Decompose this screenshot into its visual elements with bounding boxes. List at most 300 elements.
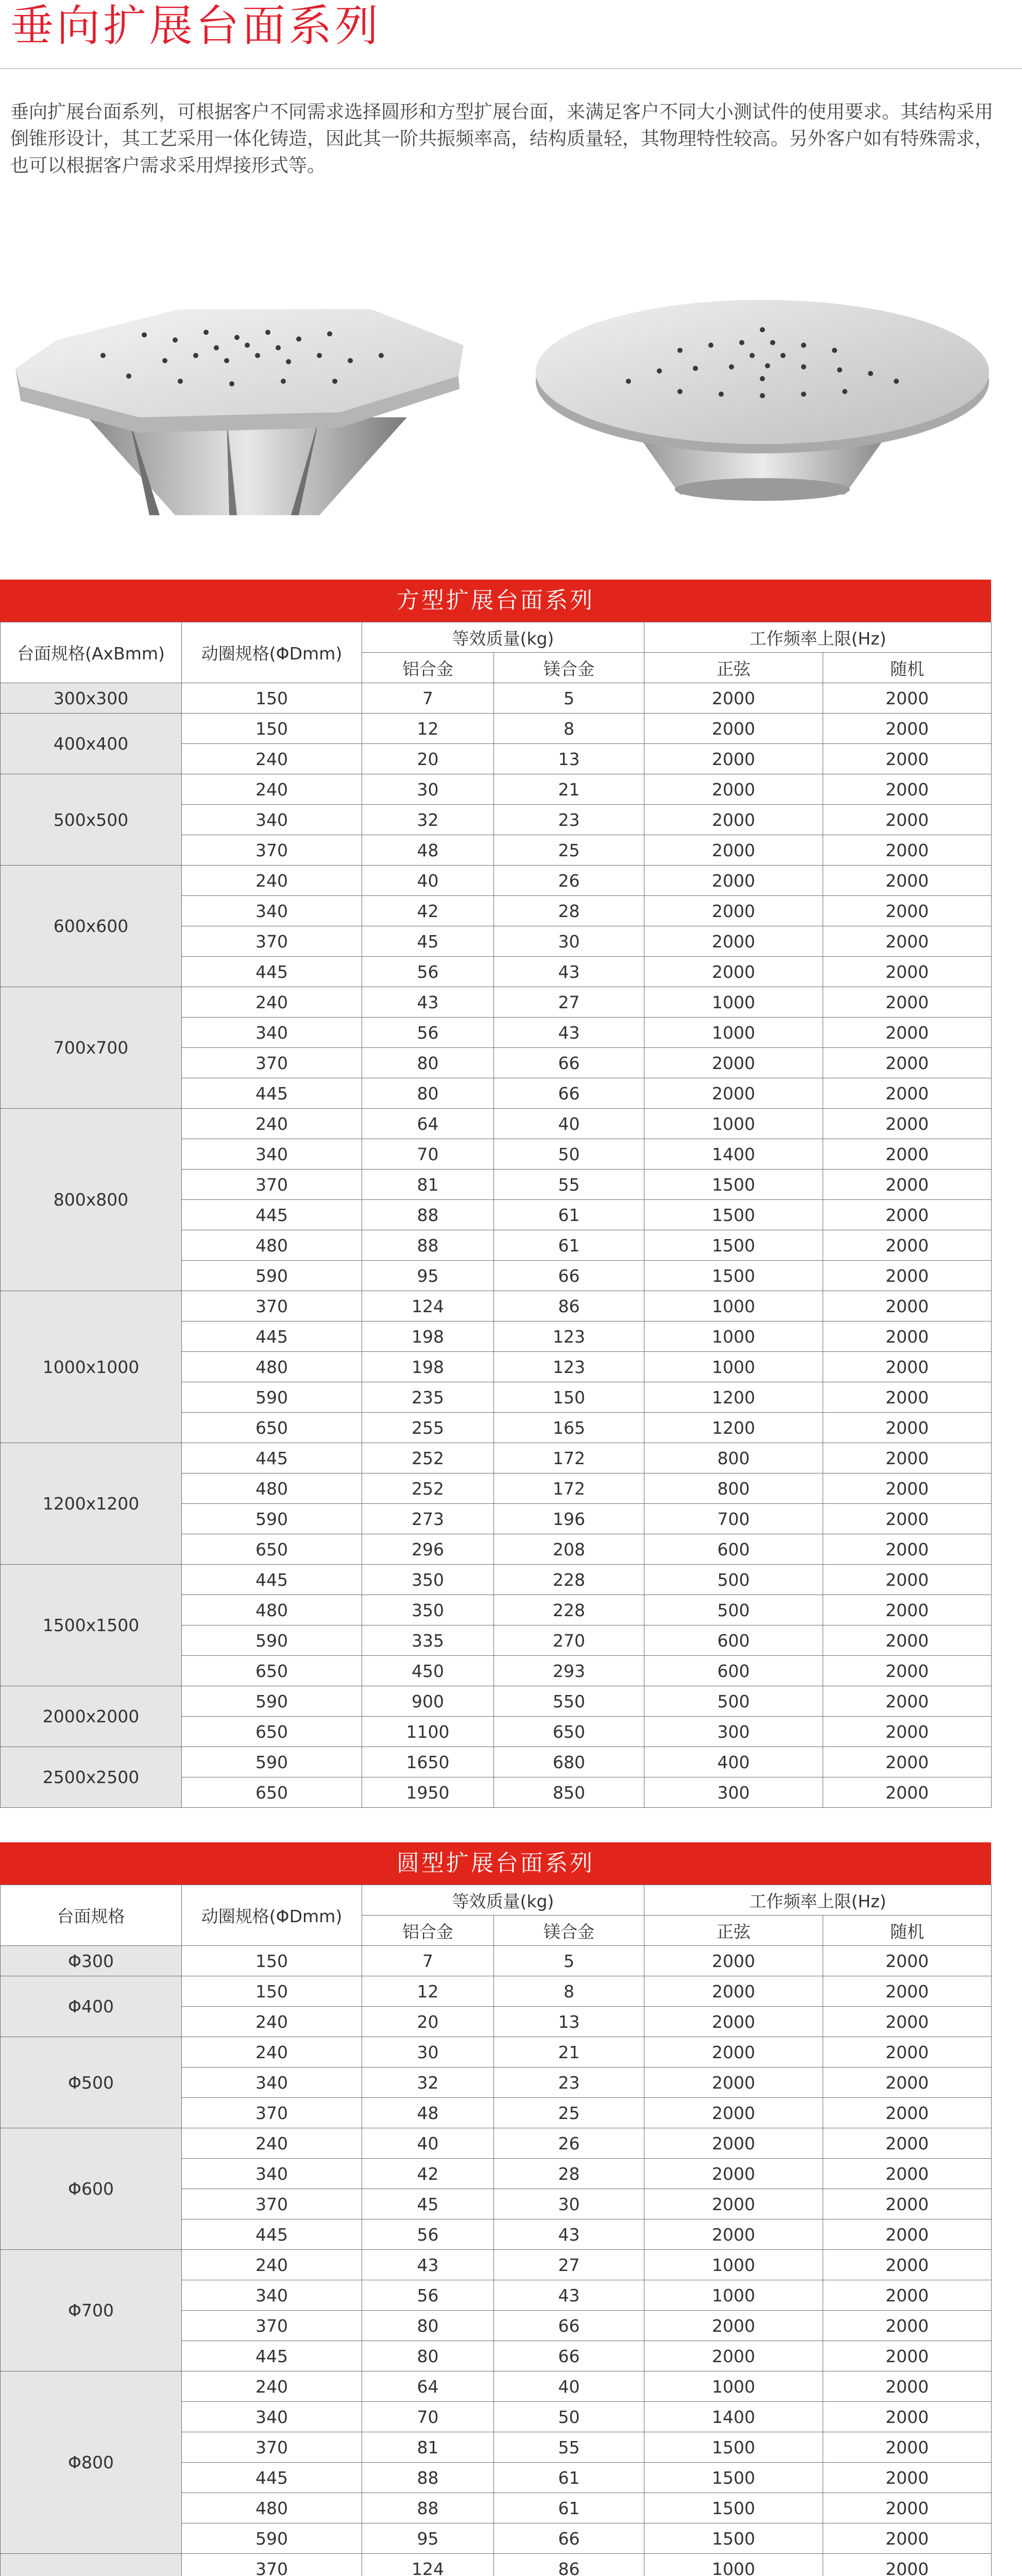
coil-cell: 340 (182, 896, 362, 926)
size-cell: 300x300 (1, 683, 182, 714)
magnesium-mass-cell: 850 (494, 1777, 644, 1808)
random-freq-cell: 2000 (823, 1747, 992, 1777)
magnesium-mass-cell: 650 (494, 1717, 644, 1747)
sine-freq-cell: 2000 (644, 835, 823, 866)
sine-freq-cell: 1500 (644, 1170, 823, 1200)
sine-freq-cell: 2000 (644, 774, 823, 805)
magnesium-mass-cell: 86 (494, 1291, 644, 1321)
random-freq-cell: 2000 (823, 1109, 992, 1139)
aluminum-mass-cell: 56 (362, 957, 494, 987)
aluminum-mass-cell: 45 (362, 926, 494, 957)
table-row (1, 1443, 992, 1473)
magnesium-mass-cell: 680 (494, 1747, 644, 1777)
magnesium-mass-cell: 30 (494, 926, 644, 957)
random-freq-cell: 2000 (823, 1565, 992, 1595)
magnesium-mass-cell: 27 (494, 2250, 644, 2280)
magnesium-mass-cell: 123 (494, 1321, 644, 1352)
coil-cell: 370 (182, 2554, 362, 2576)
coil-cell: 370 (182, 835, 362, 866)
magnesium-mass-cell: 30 (494, 2189, 644, 2219)
magnesium-mass-cell: 26 (494, 866, 644, 896)
coil-cell: 590 (182, 1382, 362, 1413)
coil-cell: 240 (182, 2007, 362, 2037)
random-freq-cell: 2000 (823, 2037, 992, 2067)
aluminum-mass-cell: 124 (362, 2554, 494, 2576)
aluminum-mass-cell: 124 (362, 1291, 494, 1321)
magnesium-mass-cell: 21 (494, 774, 644, 805)
aluminum-mass-cell: 40 (362, 2128, 494, 2159)
random-freq-cell: 2000 (823, 957, 992, 987)
sine-freq-cell: 2000 (644, 896, 823, 926)
sine-freq-cell: 500 (644, 1595, 823, 1625)
sine-freq-cell: 2000 (644, 2128, 823, 2159)
sine-freq-cell: 1200 (644, 1413, 823, 1443)
coil-cell: 370 (182, 2098, 362, 2128)
coil-cell: 340 (182, 805, 362, 835)
aluminum-mass-cell: 296 (362, 1534, 494, 1565)
sine-freq-cell: 1000 (644, 2554, 823, 2576)
table-row (1, 2371, 992, 2402)
magnesium-mass-cell: 270 (494, 1625, 644, 1656)
header-random: 随机 (823, 1916, 992, 1946)
coil-cell: 480 (182, 1230, 362, 1261)
magnesium-mass-cell: 40 (494, 1109, 644, 1139)
sine-freq-cell: 2000 (644, 2189, 823, 2219)
coil-cell: 650 (182, 1534, 362, 1565)
sine-freq-cell: 800 (644, 1473, 823, 1504)
sine-freq-cell: 1500 (644, 2463, 823, 2493)
aluminum-mass-cell: 56 (362, 2280, 494, 2311)
square-table-section (0, 580, 991, 1808)
round-table-section (0, 1842, 991, 2576)
random-freq-cell: 2000 (823, 1946, 992, 1976)
random-freq-cell: 2000 (823, 1200, 992, 1230)
magnesium-mass-cell: 55 (494, 1170, 644, 1200)
magnesium-mass-cell: 228 (494, 1595, 644, 1625)
magnesium-mass-cell: 50 (494, 2402, 644, 2432)
sine-freq-cell: 2000 (644, 926, 823, 957)
aluminum-mass-cell: 1650 (362, 1747, 494, 1777)
random-freq-cell: 2000 (823, 2007, 992, 2037)
aluminum-mass-cell: 80 (362, 2311, 494, 2341)
coil-cell: 340 (182, 1018, 362, 1048)
magnesium-mass-cell: 13 (494, 744, 644, 774)
header-sine: 正弦 (644, 1916, 823, 1946)
coil-cell: 590 (182, 1686, 362, 1717)
round-spec-table (0, 1885, 992, 2576)
aluminum-mass-cell: 30 (362, 2037, 494, 2067)
coil-cell: 445 (182, 1443, 362, 1473)
aluminum-mass-cell: 64 (362, 1109, 494, 1139)
coil-cell: 240 (182, 987, 362, 1018)
header-mass: 等效质量(kg) (362, 1885, 644, 1916)
size-cell (1, 2554, 182, 2576)
aluminum-mass-cell: 80 (362, 1048, 494, 1078)
random-freq-cell: 2000 (823, 2159, 992, 2189)
size-cell: 400x400 (1, 714, 182, 774)
header-mass: 等效质量(kg) (362, 622, 644, 653)
aluminum-mass-cell: 198 (362, 1352, 494, 1382)
magnesium-mass-cell: 50 (494, 1139, 644, 1170)
size-cell: Φ500 (1, 2037, 182, 2128)
magnesium-mass-cell: 172 (494, 1473, 644, 1504)
coil-cell: 650 (182, 1413, 362, 1443)
aluminum-mass-cell: 70 (362, 1139, 494, 1170)
magnesium-mass-cell: 61 (494, 2463, 644, 2493)
header-magnesium: 镁合金 (494, 1916, 644, 1946)
coil-cell: 480 (182, 1595, 362, 1625)
random-freq-cell: 2000 (823, 774, 992, 805)
magnesium-mass-cell: 8 (494, 1976, 644, 2007)
sine-freq-cell: 1500 (644, 2523, 823, 2554)
random-freq-cell: 2000 (823, 1078, 992, 1109)
header-freq: 工作频率上限(Hz) (644, 622, 992, 653)
random-freq-cell: 2000 (823, 2402, 992, 2432)
coil-cell: 445 (182, 1200, 362, 1230)
aluminum-mass-cell: 350 (362, 1565, 494, 1595)
coil-cell: 370 (182, 2311, 362, 2341)
coil-cell: 150 (182, 683, 362, 714)
aluminum-mass-cell: 95 (362, 1261, 494, 1291)
random-freq-cell: 2000 (823, 805, 992, 835)
random-freq-cell: 2000 (823, 2554, 992, 2576)
sine-freq-cell: 2000 (644, 957, 823, 987)
coil-cell: 370 (182, 926, 362, 957)
coil-cell: 445 (182, 1321, 362, 1352)
aluminum-mass-cell: 30 (362, 774, 494, 805)
random-freq-cell: 2000 (823, 1321, 992, 1352)
magnesium-mass-cell: 23 (494, 2067, 644, 2098)
magnesium-mass-cell: 165 (494, 1413, 644, 1443)
coil-cell: 445 (182, 2219, 362, 2250)
size-cell: 600x600 (1, 866, 182, 987)
coil-cell: 445 (182, 2341, 362, 2371)
magnesium-mass-cell: 43 (494, 1018, 644, 1048)
size-cell: 2000x2000 (1, 1686, 182, 1747)
magnesium-mass-cell: 13 (494, 2007, 644, 2037)
coil-cell: 590 (182, 2523, 362, 2554)
coil-cell: 370 (182, 1048, 362, 1078)
magnesium-mass-cell: 5 (494, 683, 644, 714)
random-freq-cell: 2000 (823, 1656, 992, 1686)
aluminum-mass-cell: 900 (362, 1686, 494, 1717)
sine-freq-cell: 1000 (644, 987, 823, 1018)
table-row (1, 2128, 992, 2159)
magnesium-mass-cell: 43 (494, 2219, 644, 2250)
table-row (1, 987, 992, 1018)
sine-freq-cell: 1500 (644, 1230, 823, 1261)
aluminum-mass-cell: 235 (362, 1382, 494, 1413)
random-freq-cell: 2000 (823, 2463, 992, 2493)
header-coil: 动圈规格(ΦDmm) (182, 1885, 362, 1946)
magnesium-mass-cell: 28 (494, 2159, 644, 2189)
random-freq-cell: 2000 (823, 2341, 992, 2371)
sine-freq-cell: 1400 (644, 1139, 823, 1170)
magnesium-mass-cell: 43 (494, 2280, 644, 2311)
sine-freq-cell: 300 (644, 1777, 823, 1808)
aluminum-mass-cell: 43 (362, 2250, 494, 2280)
coil-cell: 240 (182, 866, 362, 896)
coil-cell: 240 (182, 744, 362, 774)
aluminum-mass-cell: 88 (362, 2463, 494, 2493)
sine-freq-cell: 2000 (644, 2311, 823, 2341)
sine-freq-cell: 2000 (644, 1078, 823, 1109)
random-freq-cell: 2000 (823, 683, 992, 714)
aluminum-mass-cell: 88 (362, 1200, 494, 1230)
coil-cell: 240 (182, 2371, 362, 2402)
random-freq-cell: 2000 (823, 2189, 992, 2219)
sine-freq-cell: 2000 (644, 866, 823, 896)
random-freq-cell: 2000 (823, 1139, 992, 1170)
size-cell: 500x500 (1, 774, 182, 866)
coil-cell: 370 (182, 2189, 362, 2219)
random-freq-cell: 2000 (823, 1717, 992, 1747)
random-freq-cell: 2000 (823, 2371, 992, 2402)
magnesium-mass-cell: 23 (494, 805, 644, 835)
table-row (1, 683, 992, 714)
random-freq-cell: 2000 (823, 1018, 992, 1048)
aluminum-mass-cell: 45 (362, 2189, 494, 2219)
magnesium-mass-cell: 550 (494, 1686, 644, 1717)
random-freq-cell: 2000 (823, 1170, 992, 1200)
sine-freq-cell: 2000 (644, 2037, 823, 2067)
size-cell: Φ800 (1, 2371, 182, 2554)
header-coil: 动圈规格(ΦDmm) (182, 622, 362, 683)
magnesium-mass-cell: 8 (494, 714, 644, 744)
sine-freq-cell: 500 (644, 1686, 823, 1717)
aluminum-mass-cell: 42 (362, 896, 494, 926)
coil-cell: 370 (182, 1170, 362, 1200)
sine-freq-cell: 500 (644, 1565, 823, 1595)
sine-freq-cell: 300 (644, 1717, 823, 1747)
aluminum-mass-cell: 43 (362, 987, 494, 1018)
size-cell: Φ600 (1, 2128, 182, 2250)
random-freq-cell: 2000 (823, 1291, 992, 1321)
table-row (1, 1686, 992, 1717)
header-freq: 工作频率上限(Hz) (644, 1885, 992, 1916)
sine-freq-cell: 1200 (644, 1382, 823, 1413)
aluminum-mass-cell: 80 (362, 1078, 494, 1109)
random-freq-cell: 2000 (823, 1976, 992, 2007)
aluminum-mass-cell: 80 (362, 2341, 494, 2371)
sine-freq-cell: 2000 (644, 2219, 823, 2250)
magnesium-mass-cell: 40 (494, 2371, 644, 2402)
sine-freq-cell: 600 (644, 1656, 823, 1686)
coil-cell: 150 (182, 714, 362, 744)
magnesium-mass-cell: 25 (494, 2098, 644, 2128)
magnesium-mass-cell: 5 (494, 1946, 644, 1976)
magnesium-mass-cell: 27 (494, 987, 644, 1018)
random-freq-cell: 2000 (823, 2493, 992, 2523)
coil-cell: 370 (182, 1291, 362, 1321)
magnesium-mass-cell: 66 (494, 1048, 644, 1078)
aluminum-mass-cell: 32 (362, 805, 494, 835)
aluminum-mass-cell: 48 (362, 2098, 494, 2128)
size-cell: Φ300 (1, 1946, 182, 1976)
sine-freq-cell: 2000 (644, 805, 823, 835)
table-row (1, 1747, 992, 1777)
coil-cell: 480 (182, 1473, 362, 1504)
round-section-title: 圆型扩展台面系列 (0, 1842, 991, 1885)
sine-freq-cell: 2000 (644, 744, 823, 774)
square-table-image (10, 278, 484, 526)
sine-freq-cell: 1000 (644, 1352, 823, 1382)
magnesium-mass-cell: 123 (494, 1352, 644, 1382)
aluminum-mass-cell: 88 (362, 1230, 494, 1261)
magnesium-mass-cell: 21 (494, 2037, 644, 2067)
round-table-image (525, 278, 999, 526)
intro-paragraph: 垂向扩展台面系列，可根据客户不同需求选择圆形和方型扩展台面，来满足客户不同大小测试件的使用要求。其结构采用倒锥形设计，其工艺采用一体化铸造，因此其一阶共振频率高，结构质量轻，其物理特性较高。另外客户如有特殊需求，也可以根据客户需求采用焊接形式等。 (10, 101, 994, 176)
size-cell: Φ400 (1, 1976, 182, 2037)
square-spec-table (0, 622, 992, 1808)
random-freq-cell: 2000 (823, 896, 992, 926)
magnesium-mass-cell: 43 (494, 957, 644, 987)
header-aluminum: 铝合金 (362, 653, 494, 683)
table-row (1, 2554, 992, 2576)
magnesium-mass-cell: 61 (494, 1230, 644, 1261)
coil-cell: 480 (182, 2493, 362, 2523)
aluminum-mass-cell: 7 (362, 1946, 494, 1976)
sine-freq-cell: 1500 (644, 1261, 823, 1291)
random-freq-cell: 2000 (823, 1443, 992, 1473)
magnesium-mass-cell: 66 (494, 2311, 644, 2341)
coil-cell: 340 (182, 1139, 362, 1170)
sine-freq-cell: 1000 (644, 1291, 823, 1321)
random-freq-cell: 2000 (823, 866, 992, 896)
random-freq-cell: 2000 (823, 1352, 992, 1382)
coil-cell: 445 (182, 1078, 362, 1109)
table-row (1, 1565, 992, 1595)
magnesium-mass-cell: 55 (494, 2432, 644, 2463)
header-size: 台面规格(AxBmm) (1, 622, 182, 683)
random-freq-cell: 2000 (823, 2067, 992, 2098)
table-row (1, 2037, 992, 2067)
sine-freq-cell: 1000 (644, 2371, 823, 2402)
size-cell: 1200x1200 (1, 1443, 182, 1565)
aluminum-mass-cell: 1100 (362, 1717, 494, 1747)
sine-freq-cell: 2000 (644, 1048, 823, 1078)
aluminum-mass-cell: 450 (362, 1656, 494, 1686)
coil-cell: 150 (182, 1946, 362, 1976)
aluminum-mass-cell: 1950 (362, 1777, 494, 1808)
magnesium-mass-cell: 228 (494, 1565, 644, 1595)
size-cell: 800x800 (1, 1109, 182, 1291)
coil-cell: 445 (182, 1565, 362, 1595)
coil-cell: 340 (182, 2402, 362, 2432)
coil-cell: 445 (182, 2463, 362, 2493)
sine-freq-cell: 700 (644, 1504, 823, 1534)
sine-freq-cell: 1000 (644, 1109, 823, 1139)
random-freq-cell: 2000 (823, 987, 992, 1018)
page-title: 垂向扩展台面系列 (10, 1, 382, 51)
table-row (1, 1109, 992, 1139)
sine-freq-cell: 1000 (644, 2280, 823, 2311)
random-freq-cell: 2000 (823, 2311, 992, 2341)
coil-cell: 480 (182, 1352, 362, 1382)
magnesium-mass-cell: 61 (494, 2493, 644, 2523)
coil-cell: 650 (182, 1717, 362, 1747)
sine-freq-cell: 1000 (644, 1018, 823, 1048)
aluminum-mass-cell: 20 (362, 744, 494, 774)
coil-cell: 240 (182, 2128, 362, 2159)
coil-cell: 650 (182, 1656, 362, 1686)
coil-cell: 370 (182, 2432, 362, 2463)
table-row (1, 1976, 992, 2007)
random-freq-cell: 2000 (823, 1382, 992, 1413)
coil-cell: 650 (182, 1777, 362, 1808)
sine-freq-cell: 600 (644, 1534, 823, 1565)
random-freq-cell: 2000 (823, 2098, 992, 2128)
size-cell: 1000x1000 (1, 1291, 182, 1443)
random-freq-cell: 2000 (823, 1534, 992, 1565)
random-freq-cell: 2000 (823, 2432, 992, 2463)
random-freq-cell: 2000 (823, 1413, 992, 1443)
random-freq-cell: 2000 (823, 1504, 992, 1534)
aluminum-mass-cell: 252 (362, 1473, 494, 1504)
aluminum-mass-cell: 70 (362, 2402, 494, 2432)
size-cell: 2500x2500 (1, 1747, 182, 1808)
random-freq-cell: 2000 (823, 1686, 992, 1717)
aluminum-mass-cell: 48 (362, 835, 494, 866)
aluminum-mass-cell: 350 (362, 1595, 494, 1625)
sine-freq-cell: 2000 (644, 2007, 823, 2037)
random-freq-cell: 2000 (823, 1625, 992, 1656)
sine-freq-cell: 400 (644, 1747, 823, 1777)
magnesium-mass-cell: 66 (494, 2341, 644, 2371)
random-freq-cell: 2000 (823, 2128, 992, 2159)
aluminum-mass-cell: 198 (362, 1321, 494, 1352)
coil-cell: 340 (182, 2159, 362, 2189)
magnesium-mass-cell: 208 (494, 1534, 644, 1565)
sine-freq-cell: 2000 (644, 1976, 823, 2007)
size-cell: Φ700 (1, 2250, 182, 2371)
coil-cell: 590 (182, 1504, 362, 1534)
sine-freq-cell: 1500 (644, 2432, 823, 2463)
aluminum-mass-cell: 81 (362, 2432, 494, 2463)
random-freq-cell: 2000 (823, 2219, 992, 2250)
aluminum-mass-cell: 40 (362, 866, 494, 896)
table-row (1, 2250, 992, 2280)
aluminum-mass-cell: 56 (362, 1018, 494, 1048)
random-freq-cell: 2000 (823, 1261, 992, 1291)
coil-cell: 240 (182, 1109, 362, 1139)
header-sine: 正弦 (644, 653, 823, 683)
random-freq-cell: 2000 (823, 714, 992, 744)
sine-freq-cell: 1500 (644, 2493, 823, 2523)
sine-freq-cell: 600 (644, 1625, 823, 1656)
random-freq-cell: 2000 (823, 2250, 992, 2280)
table-row (1, 866, 992, 896)
magnesium-mass-cell: 26 (494, 2128, 644, 2159)
random-freq-cell: 2000 (823, 2523, 992, 2554)
magnesium-mass-cell: 61 (494, 1200, 644, 1230)
magnesium-mass-cell: 66 (494, 2523, 644, 2554)
aluminum-mass-cell: 32 (362, 2067, 494, 2098)
aluminum-mass-cell: 12 (362, 714, 494, 744)
header-aluminum: 铝合金 (362, 1916, 494, 1946)
header-random: 随机 (823, 653, 992, 683)
sine-freq-cell: 1500 (644, 1200, 823, 1230)
magnesium-mass-cell: 150 (494, 1382, 644, 1413)
square-section-title: 方型扩展台面系列 (0, 580, 991, 622)
sine-freq-cell: 1400 (644, 2402, 823, 2432)
sine-freq-cell: 800 (644, 1443, 823, 1473)
aluminum-mass-cell: 255 (362, 1413, 494, 1443)
sine-freq-cell: 2000 (644, 2098, 823, 2128)
magnesium-mass-cell: 293 (494, 1656, 644, 1686)
aluminum-mass-cell: 88 (362, 2493, 494, 2523)
size-cell: 1500x1500 (1, 1565, 182, 1686)
